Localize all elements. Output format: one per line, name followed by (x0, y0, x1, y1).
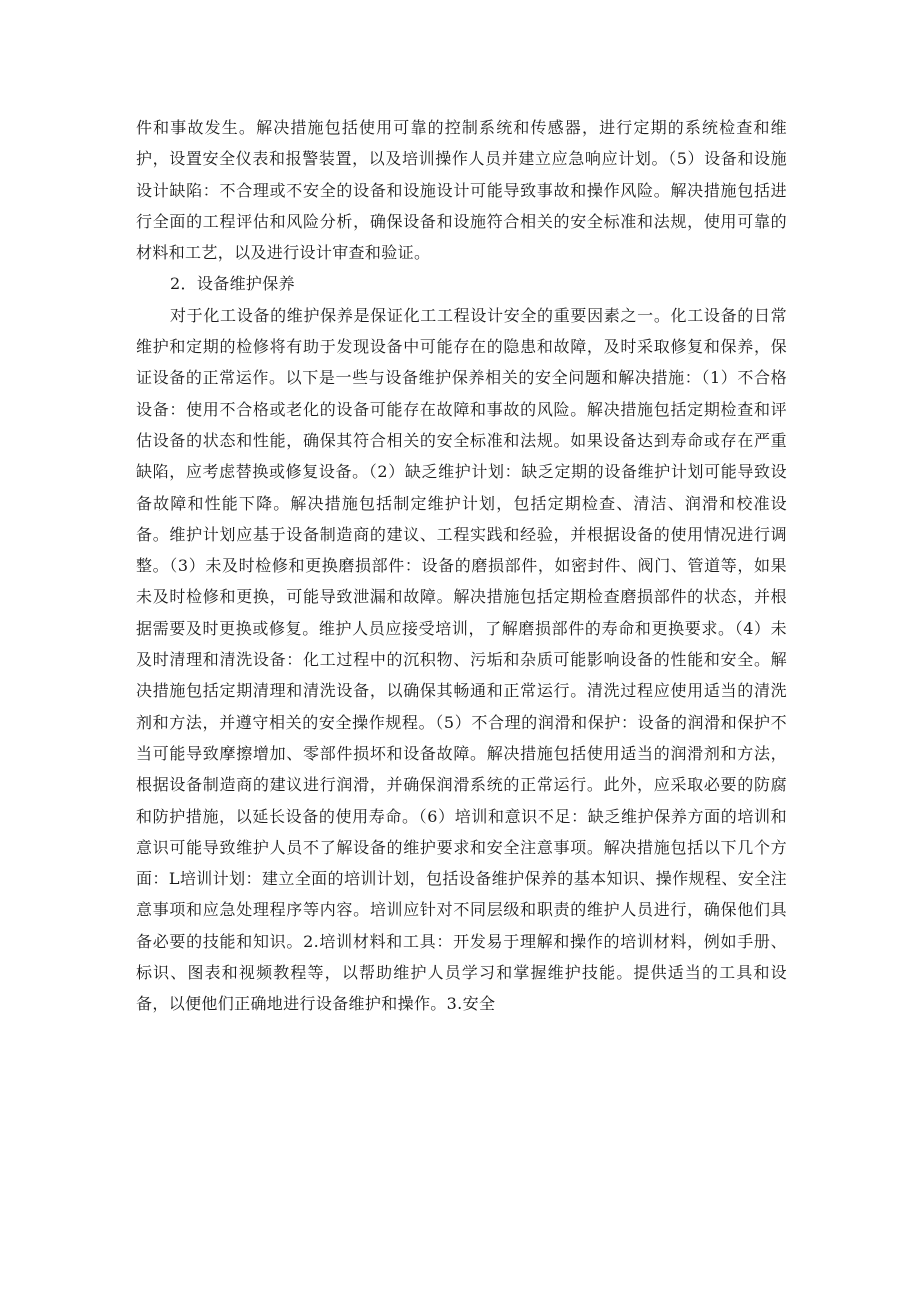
section-heading-equipment-maintenance: 2．设备维护保养 (170, 274, 295, 294)
paragraph-continuation: 件和事故发生。解决措施包括使用可靠的控制系统和传感器，进行定期的系统检查和维护，设置安全仪表和报警装置，以及培训操作人员并建立应急响应计划。（5）设备和设施设计缺陷：不合理或不安全的设备和设施设计可能导致事故和操作风险。解决措施包括进行全面的工程评估和风险分析，确保设备和设施符合相关的安全标准和法规，使用可靠的材料和工艺，以及进行设计审查和验证。 (136, 118, 787, 263)
document-body (136, 112, 787, 1020)
paragraph-equipment-maintenance: 对于化工设备的维护保养是保证化工工程设计安全的重要因素之一。化工设备的日常维护和定期的检修将有助于发现设备中可能存在的隐患和故障，及时采取修复和保养，保证设备的正常运作。以下是一些与设备维护保养相关的安全问题和解决措施：（1）不合格设备：使用不合格或老化的设备可能存在故障和事故的风险。解决措施包括定期检查和评估设备的状态和性能，确保其符合相关的安全标准和法规。如果设备达到寿命或存在严重缺陷，应考虑替换或修复设备。（2）缺乏维护计划：缺乏定期的设备维护计划可能导致设备故障和性能下降。解决措施包括制定维护计划，包括定期检查、清洁、润滑和校准设备。维护计划应基于设备制造商的建议、工程实践和经验，并根据设备的使用情况进行调整。（3）未及时检修和更换磨损部件：设备的磨损部件，如密封件、阀门、管道等，如果未及时检修和更换，可能导致泄漏和故障。解决措施包括定期检查磨损部件的状态，并根据需要及时更换或修复。维护人员应接受培训，了解磨损部件的寿命和更换要求。（4）未及时清理和清洗设备：化工过程中的沉积物、污垢和杂质可能影响设备的性能和安全。解决措施包括定期清理和清洗设备，以确保其畅通和正常运行。清洗过程应使用适当的清洗剂和方法，并遵守相关的安全操作规程。（5）不合理的润滑和保护：设备的润滑和保护不当可能导致摩擦增加、零部件损坏和设备故障。解决措施包括使用适当的润滑剂和方法，根据设备制造商的建议进行润滑，并确保润滑系统的正常运行。此外，应采取必要的防腐和防护措施，以延长设备的使用寿命。（6）培训和意识不足：缺乏维护保养方面的培训和意识可能导致维护人员不了解设备的维护要求和安全注意事项。解决措施包括以下几个方面：L培训计划：建立全面的培训计划，包括设备维护保养的基本知识、操作规程、安全注意事项和应急处理程序等内容。培训应针对不同层级和职责的维护人员进行，确保他们具备必要的技能和知识。2.培训材料和工具：开发易于理解和操作的培训材料，例如手册、标识、图表和视频教程等，以帮助维护人员学习和掌握维护技能。提供适当的工具和设备，以便他们正确地进行设备维护和操作。3.安全 (136, 305, 787, 1014)
